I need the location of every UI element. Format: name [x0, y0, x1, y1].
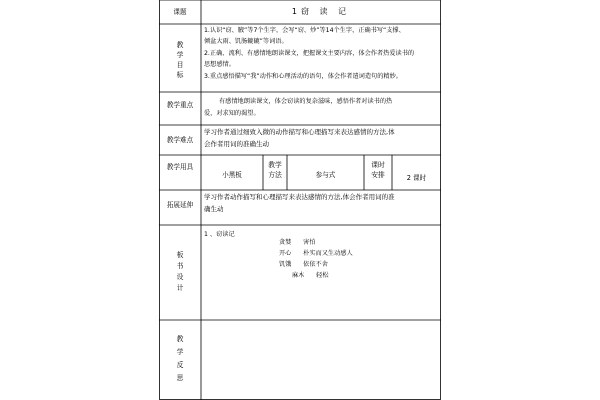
extension-line: 学习作者动作描写和心理描写来表达感情的方法,体会作者用词的准: [204, 193, 395, 201]
objectives-label-char: 目: [176, 61, 184, 69]
tools-item: 小黑板: [222, 171, 242, 179]
key-points-line: 爱，对求知的渴望。: [204, 110, 260, 117]
schedule-label-line: 安排: [371, 171, 385, 179]
difficulty-label: 教学难点: [166, 136, 194, 144]
reflection-label: [159, 333, 201, 385]
objectives-label: [159, 40, 201, 80]
tools-label: 教学用具: [166, 163, 194, 171]
objectives-label-char: 标: [176, 71, 184, 79]
board-line: 麻木 轻松: [292, 272, 329, 279]
board-heading: 1 、窃读记: [204, 231, 235, 238]
objectives-line: 3.重点感悟描写“我”动作和心理活动的语句，体会作者遣词造句的精妙。: [204, 73, 402, 80]
schedule-value: 2 课时: [406, 174, 427, 182]
lesson-plan-table: [159, 0, 441, 400]
board-label-char: 设: [176, 273, 184, 281]
key-points-label: 教学重点: [166, 101, 194, 109]
extension-label: 拓展延伸: [166, 201, 194, 209]
method-label-line: 教学: [268, 161, 282, 169]
objectives-line: 1.认识“窃、腋”等7个生字，会写“窃、炒”等14个生字，正确书写“支撑、: [204, 27, 405, 34]
board-label-char: 书: [176, 262, 184, 270]
extension-line: 确生动: [204, 205, 224, 213]
method-value: 参与式: [315, 171, 336, 179]
objectives-line: 倾盆大雨、饥肠辘辘”等词语。: [204, 38, 288, 45]
reflection-label-char: 反: [176, 361, 184, 369]
reflection-label-char: 学: [176, 348, 184, 356]
header-label: 课题: [173, 8, 187, 16]
difficulty-line: 学习作者通过细致入微的动作描写和心理描写来表达感情的方法,体: [204, 128, 395, 136]
schedule-label: [364, 160, 392, 180]
board-line: 饥饿 依依不舍: [279, 261, 328, 268]
objectives-line: 2.正确、流利、有感情地朗读课文，把握课文主要内容，体会作者热爱读书的: [204, 50, 415, 57]
lesson-title: 1窃 读 记: [291, 7, 351, 16]
objectives-label-char: 教: [176, 41, 184, 49]
difficulty-line: 会作者用词的准确生动: [204, 140, 269, 148]
board-line: 贪婪 害怕: [279, 239, 316, 246]
board-line: 开心 朴实而又生动感人: [279, 250, 353, 257]
board-label-char: 计: [176, 284, 184, 292]
board-label-char: 板: [176, 251, 184, 259]
reflection-label-char: 思: [176, 374, 184, 382]
key-points-line: 有感情地朗读课文，体会窃读的复杂滋味，感悟作者对读书的热: [219, 98, 393, 105]
reflection-content: [201, 320, 441, 400]
method-label-line: 方法: [268, 171, 282, 179]
objectives-label-char: 学: [176, 51, 184, 59]
schedule-label-line: 课时: [371, 161, 385, 169]
reflection-label-char: 教: [176, 335, 184, 343]
board-label: [159, 250, 201, 294]
method-label: [263, 160, 287, 180]
objectives-line: 思想感情。: [204, 61, 235, 68]
